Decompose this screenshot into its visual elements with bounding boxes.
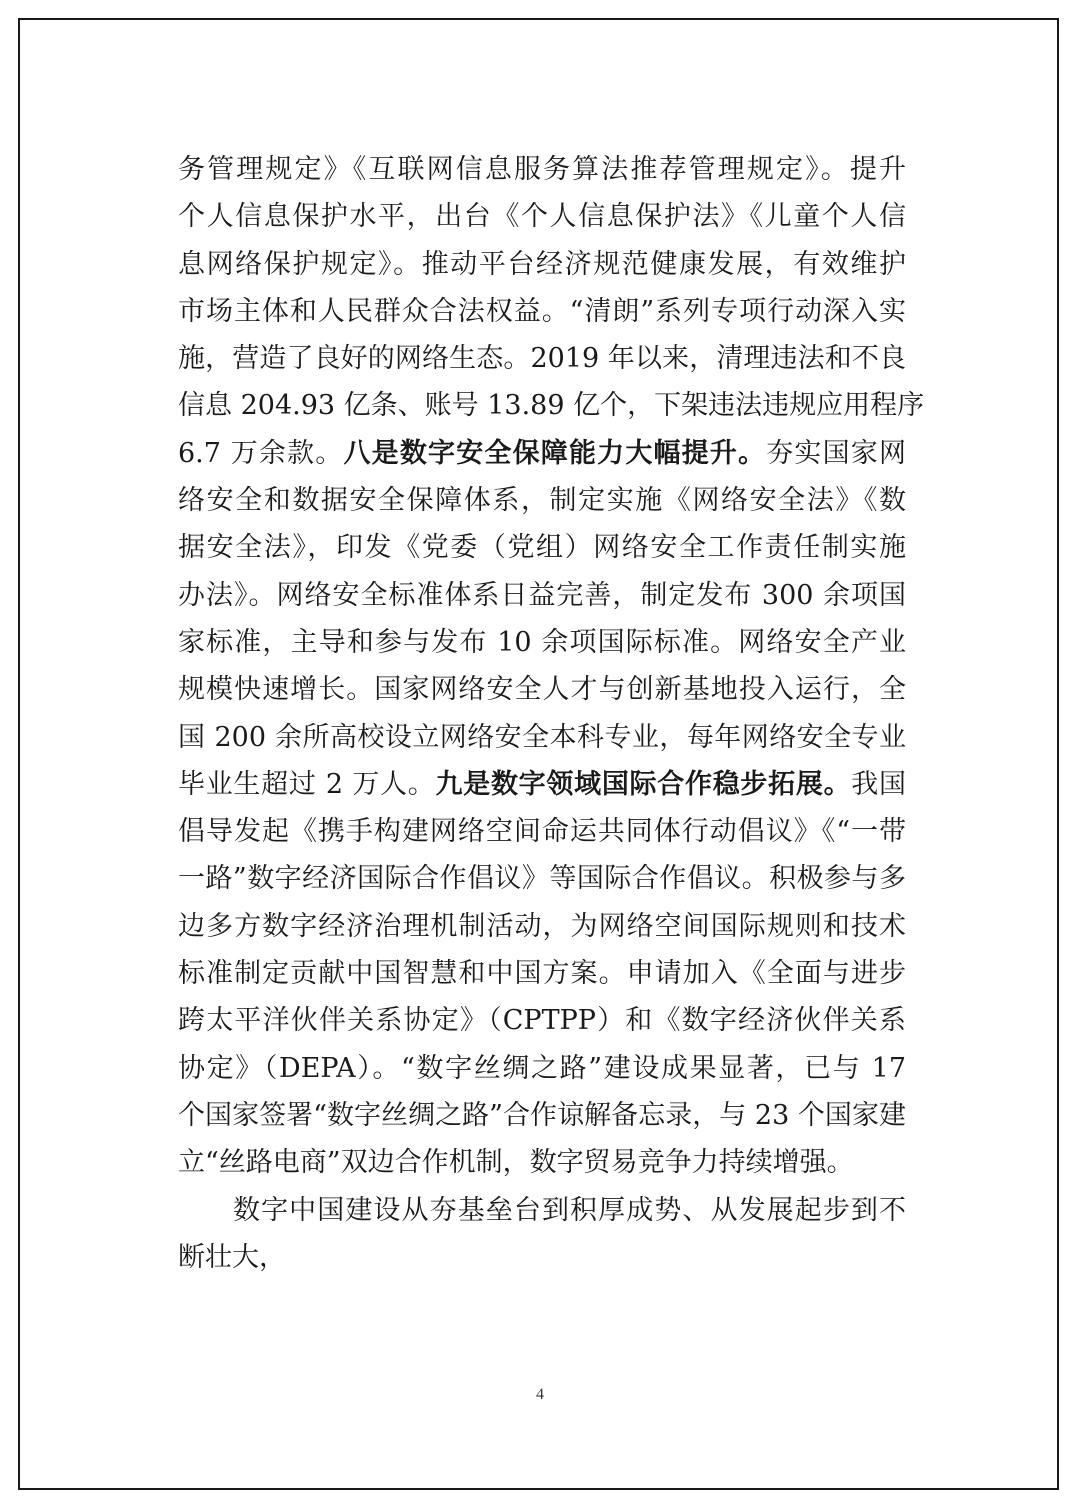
text-segment: 夯实国家网 [766, 437, 906, 469]
text-line [178, 1045, 906, 1092]
text-segment: 务管理规定》《互联网信息服务算法推荐管理规定》。提升 [178, 154, 906, 185]
document-body [178, 146, 925, 1281]
text-line [178, 808, 906, 855]
text-line [178, 1234, 906, 1281]
text-segment: 数字中国建设从夯基垒台到积厚成势、从发展起步到不 [233, 1194, 906, 1226]
text-segment: 据安全法》，印发《党委（党组）网络安全工作责任制实施 [178, 532, 906, 564]
text-segment: 国 200 余所高校设立网络安全本科专业，每年网络安全专业 [178, 721, 906, 753]
bold-heading-segment: 八是数字安全保障能力大幅提升。 [343, 437, 767, 469]
text-segment: 毕业生超过 2 万人。 [178, 768, 436, 800]
text-line [178, 193, 906, 240]
text-segment: 家标准，主导和参与发布 10 余项国际标准。网络安全产业 [178, 626, 906, 658]
text-line [178, 950, 906, 997]
text-segment: 边多方数字经济治理机制活动，为网络空间国际规则和技术 [178, 910, 906, 942]
text-segment: 个国家签署“数字丝绸之路”合作谅解备忘录，与 23 个国家建 [178, 1099, 906, 1131]
text-segment: 一路”数字经济国际合作倡议》等国际合作倡议。积极参与多 [178, 863, 906, 895]
text-line [178, 524, 906, 571]
text-segment: 规模快速增长。国家网络安全人才与创新基地投入运行，全 [178, 674, 906, 706]
text-line [178, 855, 906, 902]
text-segment: 立“丝路电商”双边合作机制，数字贸易竞争力持续增强。 [178, 1147, 854, 1179]
text-line [178, 997, 906, 1044]
text-segment: 信息 204.93 亿条、账号 13.89 亿个，下架违法违规应用程序 [178, 390, 925, 422]
text-line [178, 477, 906, 524]
text-line [178, 146, 906, 193]
text-segment: 协定》（DEPA）。“数字丝绸之路”建设成果显著，已与 17 [178, 1052, 906, 1084]
text-segment: 络安全和数据安全保障体系，制定实施《网络安全法》《数 [178, 485, 906, 517]
text-line [178, 335, 906, 382]
text-line [178, 761, 906, 808]
text-line [178, 430, 906, 477]
text-segment: 跨太平洋伙伴关系协定》（CPTPP）和《数字经济伙伴关系 [178, 1005, 906, 1037]
text-segment: 我国 [851, 768, 907, 800]
text-line [178, 241, 906, 288]
text-segment: 6.7 万余款。 [178, 437, 344, 469]
text-segment: 个人信息保护水平，出台《个人信息保护法》《儿童个人信 [178, 201, 906, 233]
text-line [178, 1092, 906, 1139]
text-line [178, 1187, 906, 1234]
text-line [178, 619, 906, 666]
text-line [178, 666, 906, 713]
text-segment: 办法》。网络安全标准体系日益完善，制定发布 300 余项国 [178, 579, 906, 611]
text-line [178, 903, 906, 950]
text-segment: 标准制定贡献中国智慧和中国方案。申请加入《全面与进步 [178, 958, 906, 990]
text-segment: 息网络保护规定》。推动平台经济规范健康发展，有效维护 [178, 248, 906, 280]
text-line [178, 714, 906, 761]
text-segment: 倡导发起《携手构建网络空间命运共同体行动倡议》《“一带 [178, 816, 906, 848]
text-segment: 施，营造了良好的网络生态。2019 年以来，清理违法和不良 [178, 343, 906, 375]
text-line [178, 288, 906, 335]
page-number: 4 [536, 1386, 544, 1403]
text-line [178, 572, 906, 619]
text-line [178, 1139, 906, 1186]
text-line [178, 382, 925, 429]
text-segment: 市场主体和人民群众合法权益。“清朗”系列专项行动深入实 [178, 295, 906, 327]
bold-heading-segment: 九是数字领域国际合作稳步拓展。 [435, 768, 852, 800]
text-segment: 断壮大， [178, 1241, 286, 1273]
